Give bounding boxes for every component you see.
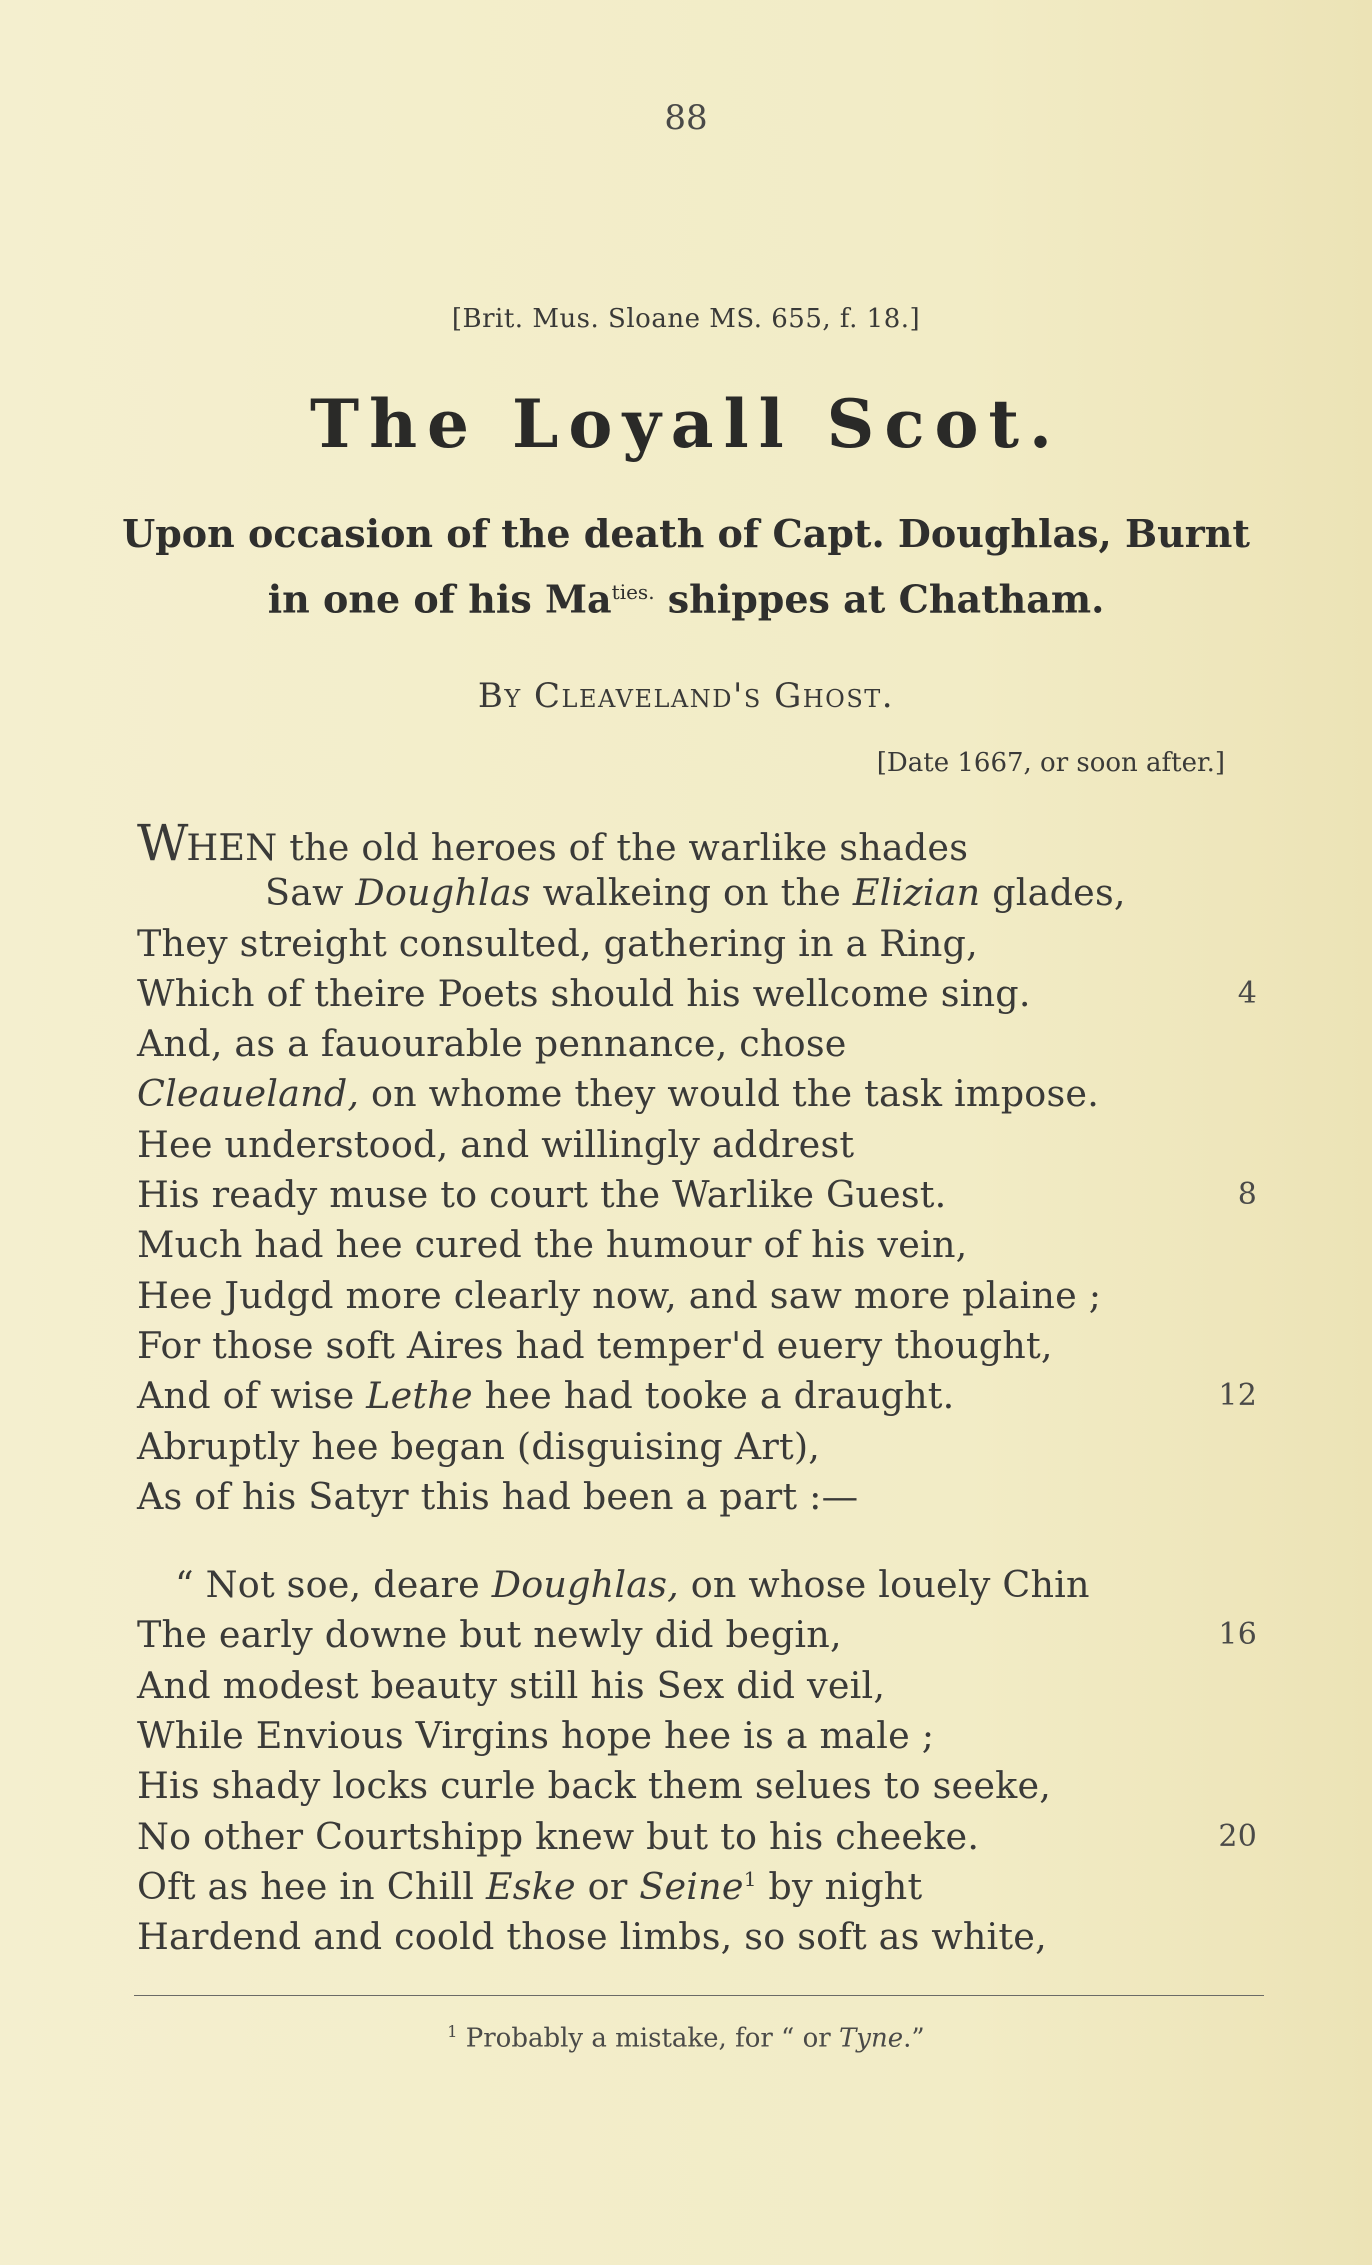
poem-line-text: And of wise: [137, 1374, 367, 1418]
poem-line: [137, 969, 1257, 1019]
poem-line-text: The early downe but newly did begin,: [137, 1613, 842, 1657]
footnote-divider: [134, 1995, 1264, 1996]
poem-line-text: Which of theire Poets should his wellcome sing.: [137, 971, 1031, 1015]
footnote-italic-word: Tyne: [838, 2023, 904, 2054]
poem-line-text: or: [575, 1864, 640, 1908]
poem-line: [137, 1019, 1257, 1069]
subtitle-line-2-text: in one of his Ma: [267, 576, 612, 622]
poem-line: [137, 1069, 1257, 1119]
line-number: 4: [1237, 975, 1257, 1011]
poem-line-text: Hee Judgd more clearly now, and saw more plaine ;: [137, 1273, 1102, 1317]
poem-line-text: They streight consulted, gathering in a Ring,: [137, 921, 978, 965]
footnote-text-end: .”: [903, 2023, 925, 2054]
poem-line-text: by night: [756, 1864, 923, 1908]
poem-line: [137, 1661, 1257, 1711]
poem-line: [137, 1220, 1257, 1270]
footnote: [0, 2022, 1372, 2054]
poem-line-text: Much had hee cured the humour of his vein,: [137, 1223, 968, 1267]
line-number: 8: [1237, 1177, 1257, 1213]
poem-line: [137, 1422, 1257, 1472]
poem-line-text: Hardend and coold those limbs, so soft as white,: [137, 1915, 1047, 1959]
poem-italic-word: Seine: [639, 1864, 744, 1908]
poem-line-text: walkeing on the: [530, 871, 853, 915]
poem-line-text: No other Courtshipp knew but to his cheeke.: [137, 1814, 980, 1858]
poem-line-text: on whome they would the task impose.: [359, 1072, 1099, 1116]
poem-line: [137, 1711, 1257, 1761]
subtitle-line-2-text-end: shippes at Chatham.: [654, 576, 1105, 622]
poem-line: [137, 1912, 1257, 1962]
poem-line-text: For those soft Aires had temper'd euery thought,: [137, 1323, 1053, 1367]
line-number: 12: [1218, 1378, 1257, 1414]
poem-line: [137, 1472, 1257, 1522]
poem-line-text: Abruptly hee began (disguising Art),: [137, 1424, 821, 1468]
drop-initial: W: [137, 814, 187, 872]
poem-italic-word: Doughlas,: [491, 1563, 679, 1607]
poem-body: [137, 814, 1257, 1963]
poem-italic-word: Lethe: [366, 1374, 473, 1418]
poem-line-text: Saw: [265, 871, 356, 915]
line-number: 16: [1218, 1617, 1257, 1653]
poem-italic-word: Doughlas: [355, 871, 531, 915]
poem-line-text: While Envious Virgins hope hee is a male ;: [137, 1714, 935, 1758]
poem-title: The Loyall Scot.: [309, 385, 1063, 463]
poem-line: [137, 814, 1257, 872]
poem-line: [137, 1560, 1257, 1610]
poem-line-text: “ Not soe, deare: [175, 1563, 492, 1607]
poem-line: [137, 1371, 1257, 1421]
footnote-marker[interactable]: 1: [743, 1866, 757, 1891]
poem-line-text: HEN the old heroes of the warlike shades: [186, 826, 969, 869]
byline: By Cleaveland's Ghost.: [477, 676, 895, 716]
poem-line: [137, 868, 1257, 918]
poem-line-text: And, as a fauourable pennance, chose: [137, 1022, 847, 1066]
poem-line-text: As of his Satyr this had been a part :—: [137, 1474, 859, 1518]
footnote-text: Probably a mistake, for “ or: [457, 2023, 839, 2054]
poem-line-text: glades,: [980, 871, 1126, 915]
poem-line-text: His shady locks curle back them selues to seeke,: [137, 1764, 1052, 1808]
poem-line-text: His ready muse to court the Warlike Guest.: [137, 1173, 947, 1217]
poem-line: [137, 1610, 1257, 1660]
poem-line-text: hee had tooke a draught.: [472, 1374, 955, 1418]
poem-line-text: on whose louely Chin: [678, 1563, 1090, 1607]
poem-subtitle: [120, 505, 1252, 629]
subtitle-line-2: [120, 563, 1252, 629]
subtitle-line-1: Upon occasion of the death of Capt. Doughlas, Burnt: [122, 511, 1250, 556]
poem-italic-word: Cleaueland,: [137, 1072, 360, 1116]
poem-line: [137, 1170, 1257, 1220]
poem-line: [137, 1812, 1257, 1862]
source-reference: [Brit. Mus. Sloane MS. 655, f. 18.]: [451, 304, 921, 334]
subtitle-superscript: ties.: [611, 580, 655, 604]
poem-italic-word: Eske: [485, 1864, 576, 1908]
footnote-number: 1: [447, 2022, 458, 2041]
poem-line-text: And modest beauty still his Sex did veil,: [137, 1663, 886, 1707]
poem-line: [137, 919, 1257, 969]
line-number: 20: [1218, 1818, 1257, 1854]
poem-line: [137, 1271, 1257, 1321]
poem-line: [137, 1862, 1257, 1912]
poem-italic-word: Elizian: [852, 871, 981, 915]
poem-line-text: Hee understood, and willingly addrest: [137, 1122, 855, 1166]
poem-line: [137, 1321, 1257, 1371]
page-number: 88: [664, 98, 708, 138]
poem-line: [137, 1761, 1257, 1811]
poem-line-text: Oft as hee in Chill: [137, 1864, 486, 1908]
date-note: [Date 1667, or soon after.]: [876, 748, 1225, 778]
poem-line: [137, 1120, 1257, 1170]
